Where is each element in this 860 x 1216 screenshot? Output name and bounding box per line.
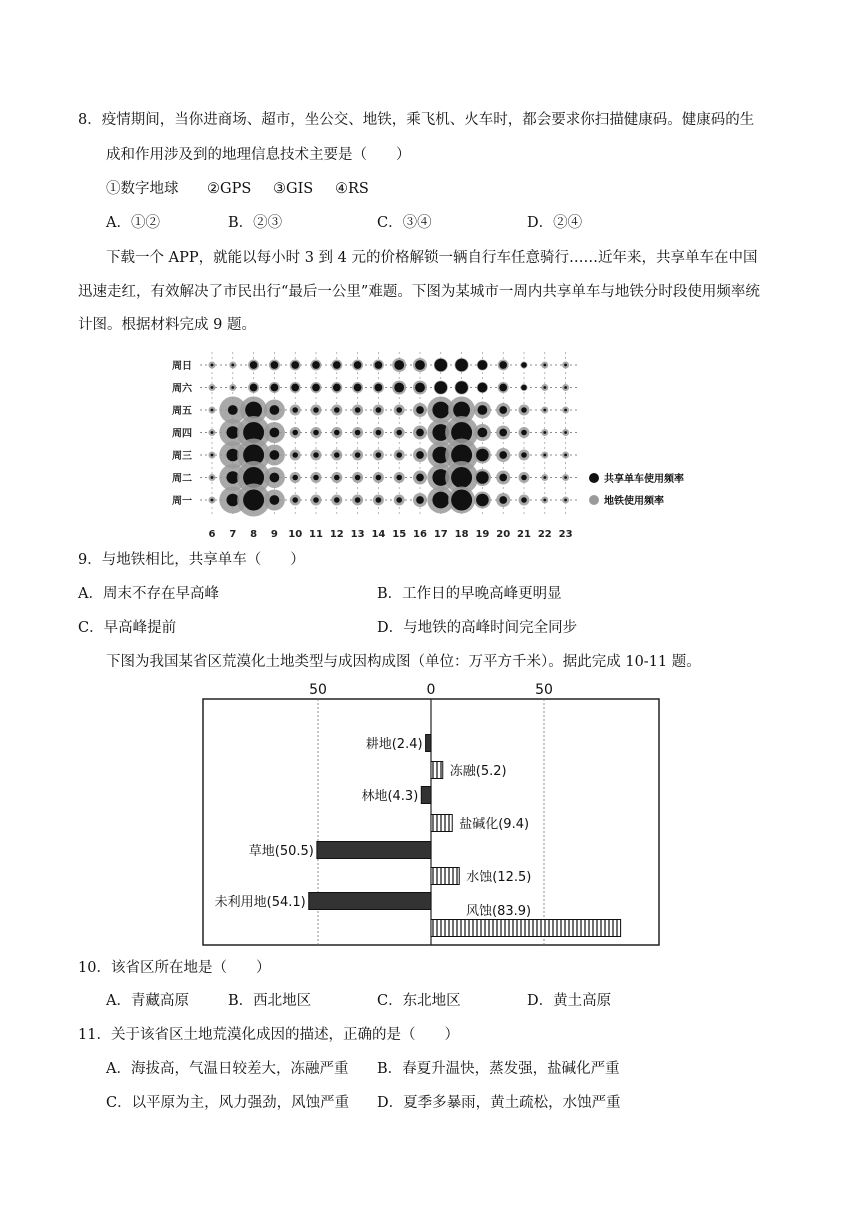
bike-bubble — [476, 494, 489, 507]
bike-bubble — [376, 430, 382, 436]
bike-bubble — [416, 496, 424, 504]
bike-bubble — [451, 490, 472, 511]
bar-label: 林地(4.3) — [361, 789, 419, 804]
q10-option-c: C．东北地区 — [377, 993, 461, 1009]
bike-bubble — [394, 360, 404, 370]
bike-bubble — [211, 386, 214, 389]
passage9-line1: 下载一个 APP，就能以每小时 3 到 4 元的价格解锁一辆自行车任意骑行……近年来，共享单车在中国 — [106, 250, 758, 266]
bike-bubble — [499, 474, 507, 482]
hour-label: 22 — [537, 529, 552, 540]
bike-bubble — [564, 431, 567, 434]
bike-bubble — [432, 492, 449, 509]
bubble-chart — [0, 0, 860, 560]
bike-bubble — [396, 452, 402, 458]
bike-bubble — [211, 454, 214, 457]
bike-bubble — [355, 407, 361, 413]
bar-label: 未利用地(54.1) — [214, 895, 306, 910]
bike-bubble — [292, 452, 298, 458]
bar-label: 耕地(2.4) — [365, 737, 423, 752]
bike-bubble — [313, 475, 319, 481]
bar-label: 盐碱化(9.4) — [459, 817, 530, 832]
bar-label: 风蚀(83.9) — [466, 904, 532, 919]
bike-bubble — [396, 475, 402, 481]
bike-bubble — [564, 454, 567, 457]
q11-option-b: B．春夏升温快，蒸发强，盐碱化严重 — [377, 1061, 620, 1077]
bike-bubble — [354, 361, 362, 369]
hour-label: 13 — [350, 529, 365, 540]
legend-bike-label: 共享单车使用频率 — [604, 474, 684, 485]
bike-bubble — [543, 431, 546, 434]
bar-left — [317, 842, 431, 859]
q8-stem-line2: 成和作用涉及到的地理信息技术主要是（ ） — [106, 147, 411, 163]
hour-label: 15 — [392, 529, 407, 540]
bike-bubble — [313, 497, 319, 503]
q9-option-b: B．工作日的早晚高峰更明显 — [377, 586, 562, 602]
bar-right — [431, 762, 443, 779]
hour-label: 9 — [270, 529, 278, 540]
bike-bubble — [564, 409, 567, 412]
q9-stem: 9．与地铁相比，共享单车（ ） — [78, 552, 305, 568]
tick-label: 50 — [309, 682, 327, 698]
hour-label: 18 — [454, 529, 469, 540]
bike-bubble — [415, 383, 425, 393]
bike-bubble — [334, 452, 340, 458]
bike-bubble — [543, 364, 546, 367]
tick-label: 0 — [426, 682, 436, 698]
bike-bubble — [270, 405, 280, 415]
bike-bubble — [231, 364, 234, 367]
bike-bubble — [292, 475, 298, 481]
q10-option-b: B．西北地区 — [228, 993, 312, 1009]
legend-bike-marker — [589, 473, 599, 483]
passage9-line2: 迅速走红，有效解决了市民出行“最后一公里”难题。下图为某城市一周内共享单车与地铁分时段使用频率统 — [78, 284, 760, 300]
bike-bubble — [355, 497, 361, 503]
hour-label: 6 — [208, 529, 216, 540]
bike-bubble — [211, 364, 214, 367]
bar-label: 冻融(5.2) — [449, 764, 507, 779]
bike-bubble — [292, 407, 298, 413]
day-label: 周五 — [172, 406, 192, 417]
bike-bubble — [292, 430, 298, 436]
bike-bubble — [416, 406, 424, 414]
bike-bubble — [211, 431, 214, 434]
q8-option-c: C．③④ — [377, 215, 432, 231]
bike-bubble — [355, 452, 361, 458]
bike-bubble — [415, 360, 425, 370]
bike-bubble — [375, 361, 383, 369]
bike-bubble — [543, 386, 546, 389]
passage10: 下图为我国某省区荒漠化土地类型与成因构成图（单位：万平方千米）。据此完成 10-11 题。 — [106, 654, 701, 670]
bike-bubble — [521, 362, 527, 368]
bike-bubble — [292, 497, 298, 503]
desertification-chart — [0, 670, 860, 960]
hour-label: 8 — [250, 529, 258, 540]
bike-bubble — [435, 381, 448, 394]
hour-label: 11 — [309, 529, 323, 540]
bar-label: 草地(50.5) — [248, 844, 314, 859]
q8-option-b: B．②③ — [228, 215, 283, 231]
bike-bubble — [312, 361, 320, 369]
bike-bubble — [271, 384, 279, 392]
bike-bubble — [432, 402, 449, 419]
bike-bubble — [394, 383, 404, 393]
bike-bubble — [521, 430, 527, 436]
bike-bubble — [521, 385, 527, 391]
bike-bubble — [334, 497, 340, 503]
hour-label: 19 — [475, 529, 490, 540]
bike-bubble — [376, 407, 382, 413]
bike-bubble — [375, 384, 383, 392]
bike-bubble — [376, 452, 382, 458]
bike-bubble — [334, 475, 340, 481]
bike-bubble — [313, 407, 319, 413]
bike-bubble — [355, 475, 361, 481]
bar-label: 水蚀(12.5) — [466, 870, 532, 885]
hour-label: 17 — [433, 529, 448, 540]
bike-bubble — [476, 471, 489, 484]
bike-bubble — [499, 429, 507, 437]
hour-label: 10 — [288, 529, 303, 540]
bike-bubble — [270, 473, 280, 483]
q8-item-4: ④RS — [335, 181, 369, 197]
bike-bubble — [478, 428, 488, 438]
bike-bubble — [291, 384, 299, 392]
day-label: 周日 — [172, 361, 192, 372]
q8-option-d: D．②④ — [527, 215, 583, 231]
bike-bubble — [521, 407, 527, 413]
bike-bubble — [478, 383, 488, 393]
bike-bubble — [396, 430, 402, 436]
hour-label: 12 — [329, 529, 344, 540]
bike-bubble — [435, 359, 448, 372]
day-label: 周六 — [172, 383, 192, 395]
bike-bubble — [499, 451, 507, 459]
bike-bubble — [543, 476, 546, 479]
q8-item-2: ②GPS — [207, 181, 252, 197]
legend-metro-marker — [589, 495, 599, 505]
day-label: 周四 — [172, 428, 192, 440]
bike-bubble — [564, 476, 567, 479]
passage9-line3: 计图。根据材料完成 9 题。 — [78, 317, 256, 333]
q10-stem: 10．该省区所在地是（ ） — [78, 960, 271, 976]
hour-label: 14 — [371, 529, 386, 540]
q8-option-a: A．①② — [106, 215, 160, 231]
bike-bubble — [334, 430, 340, 436]
bike-bubble — [250, 384, 258, 392]
bike-bubble — [355, 430, 361, 436]
bike-bubble — [521, 475, 527, 481]
bike-bubble — [211, 476, 214, 479]
q8-item-1: ①数字地球 — [106, 181, 179, 197]
q9-option-d: D．与地铁的高峰时间完全同步 — [377, 620, 578, 636]
bike-bubble — [313, 452, 319, 458]
bike-bubble — [499, 496, 507, 504]
bar-left — [309, 893, 431, 910]
bike-bubble — [499, 361, 507, 369]
bike-bubble — [499, 384, 507, 392]
bike-bubble — [271, 361, 279, 369]
bar-right — [431, 815, 452, 832]
bike-bubble — [455, 359, 468, 372]
bike-bubble — [291, 361, 299, 369]
bike-bubble — [416, 474, 424, 482]
bike-bubble — [543, 499, 546, 502]
q8-stem-line1: 8．疫情期间，当你进商场、超市，坐公交、地铁，乘飞机、火车时，都会要求你扫描健康码。健康码的生 — [78, 112, 755, 128]
q11-option-d: D．夏季多暴雨，黄土疏松，水蚀严重 — [377, 1095, 621, 1111]
hour-label: 7 — [229, 529, 237, 540]
bike-bubble — [376, 475, 382, 481]
bike-bubble — [211, 499, 214, 502]
bike-bubble — [451, 467, 472, 488]
bike-bubble — [564, 386, 567, 389]
q11-option-c: C．以平原为主，风力强劲，风蚀严重 — [106, 1095, 350, 1111]
bike-bubble — [543, 454, 546, 457]
q10-option-a: A．青藏高原 — [106, 993, 189, 1009]
bike-bubble — [396, 407, 402, 413]
q11-option-a: A．海拔高，气温日较差大，冻融严重 — [106, 1061, 349, 1077]
bike-bubble — [521, 452, 527, 458]
q9-option-a: A．周末不存在早高峰 — [78, 586, 219, 602]
hour-label: 20 — [496, 529, 511, 540]
bike-bubble — [270, 495, 280, 505]
bike-bubble — [334, 407, 340, 413]
hour-label: 23 — [558, 529, 573, 540]
hour-label: 21 — [517, 529, 531, 540]
q11-stem: 11．关于该省区土地荒漠化成因的描述，正确的是（ ） — [78, 1027, 459, 1043]
bike-bubble — [376, 497, 382, 503]
day-label: 周一 — [172, 496, 192, 507]
bike-bubble — [564, 364, 567, 367]
day-label: 周二 — [172, 473, 192, 485]
bar-left — [421, 787, 431, 804]
bike-bubble — [521, 497, 527, 503]
bike-bubble — [476, 449, 489, 462]
legend-metro-label: 地铁使用频率 — [604, 496, 664, 507]
bike-bubble — [250, 361, 258, 369]
bike-bubble — [478, 360, 488, 370]
bike-bubble — [416, 451, 424, 459]
bike-bubble — [499, 406, 507, 414]
q8-item-3: ③GIS — [273, 181, 314, 197]
bar-right — [431, 868, 459, 885]
hour-label: 16 — [413, 529, 427, 540]
bike-bubble — [270, 450, 280, 460]
bike-bubble — [455, 381, 468, 394]
bike-bubble — [313, 430, 319, 436]
bike-bubble — [543, 409, 546, 412]
bike-bubble — [354, 384, 362, 392]
bike-bubble — [564, 499, 567, 502]
bike-bubble — [228, 405, 238, 415]
bike-bubble — [396, 497, 402, 503]
q10-option-d: D．黄土高原 — [527, 993, 612, 1009]
bike-bubble — [245, 402, 262, 419]
q9-option-c: C．早高峰提前 — [78, 620, 177, 636]
bike-bubble — [270, 428, 280, 438]
bike-bubble — [243, 490, 264, 511]
bar-left — [426, 735, 431, 752]
bike-bubble — [416, 429, 424, 437]
bike-bubble — [312, 384, 320, 392]
bike-bubble — [211, 409, 214, 412]
day-label: 周三 — [172, 451, 192, 462]
bike-bubble — [333, 361, 341, 369]
bike-bubble — [333, 384, 341, 392]
bar-right — [431, 920, 621, 937]
tick-label: 50 — [535, 682, 553, 698]
bike-bubble — [453, 402, 470, 419]
bike-bubble — [231, 386, 234, 389]
bike-bubble — [478, 405, 488, 415]
